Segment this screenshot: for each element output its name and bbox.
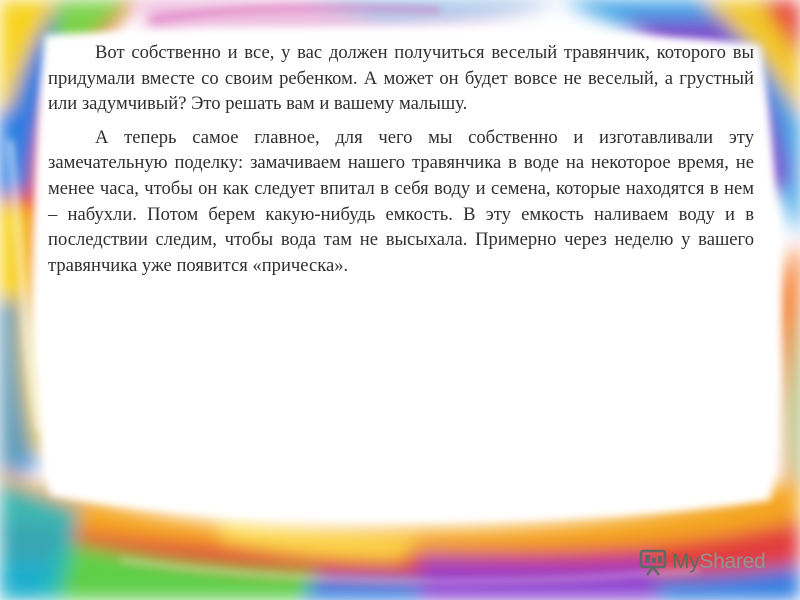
slide-text-body xyxy=(48,40,754,286)
presentation-board-icon xyxy=(638,547,668,577)
myshared-watermark xyxy=(638,546,765,578)
paragraph: Вот собственно и все, у вас должен получиться веселый травянчик, которого вы придумали вместе со своим ребенком. А может он будет вовсе не веселый, а грустный или задумчивый? Это решать вам и вашему малышу. xyxy=(48,42,754,115)
watermark-brand-part2: Shared xyxy=(699,550,766,573)
paragraph: А теперь самое главное, для чего мы собственно и изготавливали эту замечательную поделку: замачиваем нашего травянчика в воде на некоторое время, не менее часа, чтобы он как следует впитал в себя воду и семена, которые находятся в нем – набухли. Потом берем какую-нибудь емкость. В эту емкость наливаем воду и в последствии следим, чтобы вода там не высыхала. Примерно через неделю у вашего травянчика уже появится «прическа». xyxy=(48,126,754,276)
watermark-brand-part1: My xyxy=(672,550,700,573)
watermark-text xyxy=(672,550,765,574)
